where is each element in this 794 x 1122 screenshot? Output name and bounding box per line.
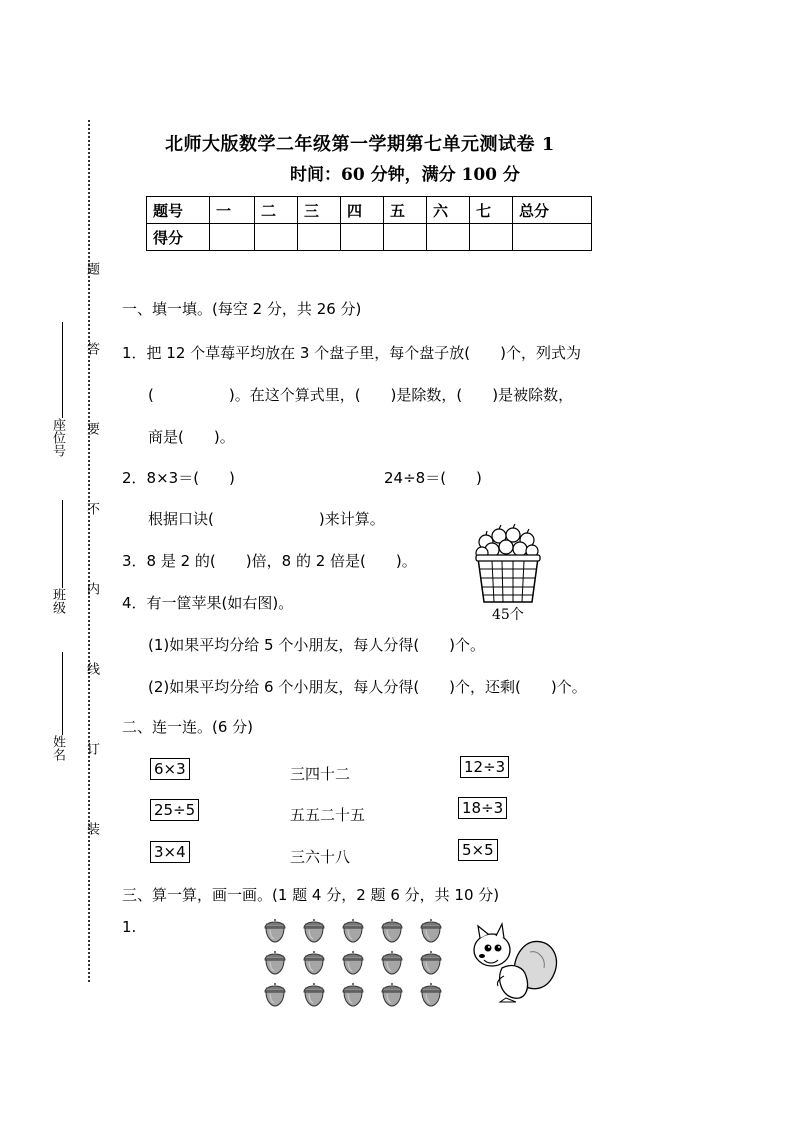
page-title: 北师大版数学二年级第一学期第七单元测试卷 1 [165, 134, 555, 155]
class-field[interactable] [62, 500, 63, 588]
q4: 4．有一筐苹果(如右图)。 [122, 594, 294, 612]
name-field[interactable] [62, 652, 63, 735]
table-cell: 一 [210, 197, 255, 224]
table-cell: 四 [341, 197, 384, 224]
seal-char: 线 [84, 662, 99, 675]
seal-char: 订 [84, 742, 99, 755]
q1-line2: ( )。在这个算式里，( )是除数，( )是被除数， [148, 386, 574, 404]
seal-char: 题 [84, 262, 99, 275]
acorn-icon [418, 948, 444, 976]
acorn-icon [340, 948, 366, 976]
acorn-icon [418, 916, 444, 944]
table-cell: 总分 [513, 197, 592, 224]
class-label: 班级 [50, 588, 65, 614]
table-cell: 二 [255, 197, 298, 224]
score-input-cell[interactable] [255, 224, 298, 251]
score-input-cell[interactable] [384, 224, 427, 251]
seal-char: 要 [84, 422, 99, 435]
section3-q1-label: 1. [122, 918, 137, 936]
page-subtitle: 时间：60 分钟，满分 100 分 [290, 165, 520, 185]
table-cell: 题号 [147, 197, 210, 224]
score-input-cell[interactable] [298, 224, 341, 251]
acorn-icon [418, 980, 444, 1008]
q1-line3: 商是( )。 [148, 428, 235, 446]
score-table [146, 196, 592, 251]
q3: 3．8 是 2 的( )倍，8 的 2 倍是( )。 [122, 552, 417, 570]
seal-char: 答 [84, 342, 99, 355]
acorn-icon [262, 980, 288, 1008]
score-input-cell[interactable] [427, 224, 470, 251]
match-middle-item[interactable]: 三四十二 [290, 765, 351, 783]
score-input-cell[interactable] [341, 224, 384, 251]
acorn-icon [379, 916, 405, 944]
table-cell: 三 [298, 197, 341, 224]
match-right-item[interactable]: 18÷3 [458, 797, 507, 819]
q2-part-b: 24÷8＝( ) [384, 469, 482, 487]
q2-line2: 根据口诀( )来计算。 [148, 510, 385, 528]
seat-number-label: 座位号 [50, 418, 65, 457]
table-row [147, 197, 592, 224]
seal-char: 内 [84, 582, 99, 595]
acorn-icon [301, 980, 327, 1008]
q1-line1: 1．把 12 个草莓平均放在 3 个盘子里，每个盘子放( )个，列式为 [122, 344, 581, 362]
seat-number-field[interactable] [62, 322, 63, 418]
acorn-icon [379, 948, 405, 976]
table-row [147, 224, 592, 251]
table-cell: 得分 [147, 224, 210, 251]
q4-part1: (1)如果平均分给 5 个小朋友，每人分得( )个。 [148, 636, 486, 654]
score-input-cell[interactable] [210, 224, 255, 251]
table-cell: 五 [384, 197, 427, 224]
match-right-item[interactable]: 5×5 [458, 839, 498, 861]
acorn-icon [340, 916, 366, 944]
table-cell: 六 [427, 197, 470, 224]
acorn-icon [301, 916, 327, 944]
match-middle-item[interactable]: 三六十八 [290, 848, 351, 866]
seal-char: 不 [84, 502, 99, 515]
acorn-icon [379, 980, 405, 1008]
acorn-icon [340, 980, 366, 1008]
match-left-item[interactable]: 3×4 [150, 841, 190, 863]
match-right-item[interactable]: 12÷3 [460, 756, 509, 778]
acorn-icon [301, 948, 327, 976]
section3-heading: 三、算一算，画一画。(1 题 4 分，2 题 6 分，共 10 分) [122, 886, 500, 904]
q2-part-a: 2．8×3＝( ) [122, 469, 235, 487]
acorn-icon [262, 948, 288, 976]
squirrel-image [466, 916, 562, 1006]
apple-basket-image [472, 522, 544, 604]
seal-char: 装 [84, 822, 99, 835]
section1-heading: 一、填一填。(每空 2 分，共 26 分) [122, 300, 362, 318]
basket-count-label: 45个 [492, 607, 524, 623]
section2-heading: 二、连一连。(6 分) [122, 718, 254, 736]
match-left-item[interactable]: 6×3 [150, 758, 190, 780]
score-input-cell[interactable] [513, 224, 592, 251]
name-label: 姓名 [50, 735, 65, 761]
acorn-grid [262, 916, 452, 1016]
q4-part2: (2)如果平均分给 6 个小朋友，每人分得( )个，还剩( )个。 [148, 678, 587, 696]
score-input-cell[interactable] [470, 224, 513, 251]
match-left-item[interactable]: 25÷5 [150, 799, 199, 821]
binding-dotted-line [88, 120, 90, 982]
acorn-icon [262, 916, 288, 944]
match-middle-item[interactable]: 五五二十五 [290, 806, 366, 824]
table-cell: 七 [470, 197, 513, 224]
